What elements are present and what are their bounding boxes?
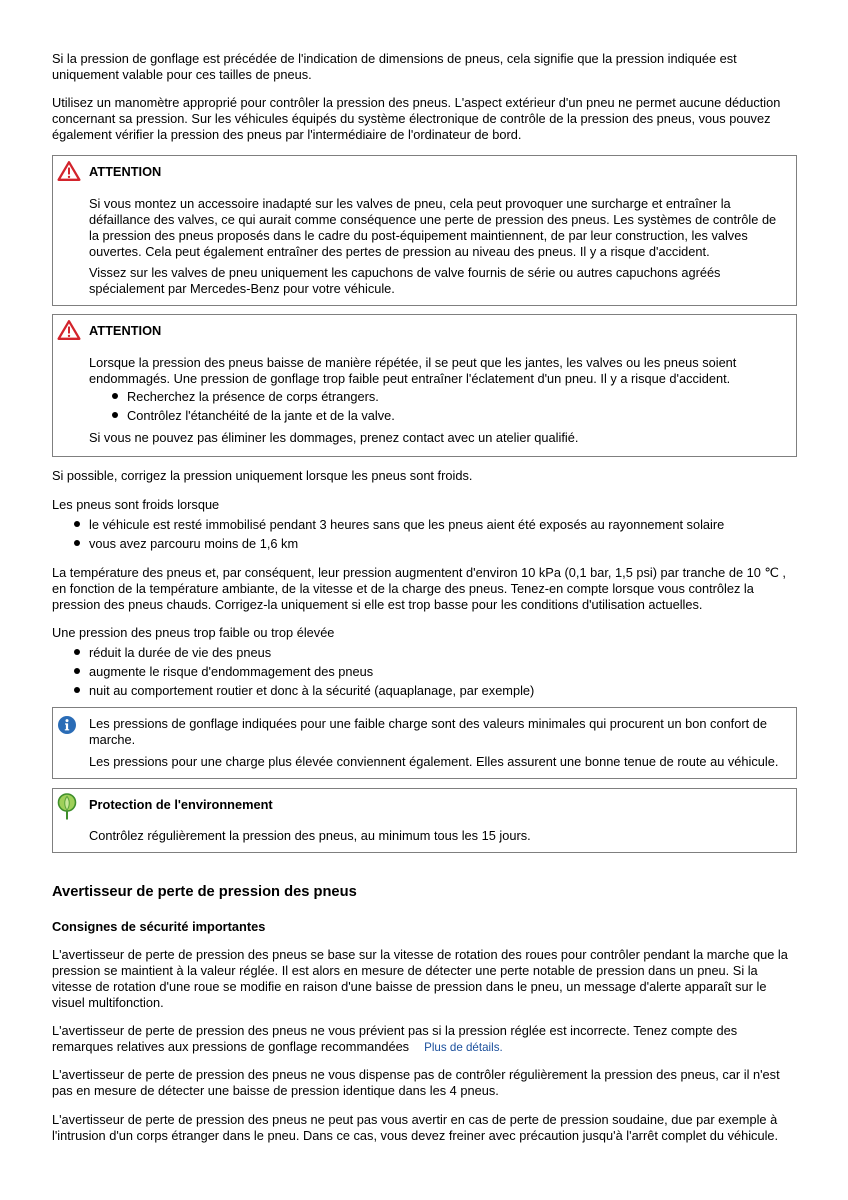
- bullet-dot: [74, 687, 80, 693]
- intro-paragraph-1: [52, 51, 737, 83]
- more-details-link[interactable]: Plus de détails.: [424, 1041, 503, 1054]
- warning-paragraph-2: [89, 265, 720, 297]
- paragraph-line: vitesse de rotation d'une roue se modifie en raison d'une baisse de pression dans le pneu, un message d'alerte apparaît sur le: [52, 979, 767, 994]
- list-item-text: le véhicule est resté immobilisé pendant 3 heures sans que les pneus aient été exposés au rayonnement solaire: [89, 517, 725, 532]
- leaf-icon: [57, 793, 77, 823]
- paragraph-line: Utilisez un manomètre approprié pour contrôler la pression des pneus. L'aspect extérieur d'un pneu ne permet aucune déduction: [52, 95, 781, 110]
- paragraph-line: [52, 1039, 737, 1055]
- list-item: [89, 681, 534, 700]
- section-subheading: Consignes de sécurité importantes: [52, 919, 266, 934]
- bullet-dot: [74, 521, 80, 527]
- pressure-lead: Une pression des pneus trop faible ou trop élevée: [52, 625, 335, 640]
- list-item-text: Recherchez la présence de corps étrangers.: [127, 389, 379, 404]
- list-item: [127, 406, 395, 425]
- cold-tyre-bullet-list: [89, 515, 724, 553]
- paragraph-line: L'avertisseur de perte de pression des pneus ne peut pas vous avertir en cas de perte de pression soudaine, due par exemple à: [52, 1112, 778, 1127]
- paragraph-line: L'avertisseur de perte de pression des pneus se base sur la vitesse de rotation des roues pour contrôler pendant la marche que la: [52, 947, 788, 962]
- section-paragraph-4: [52, 1112, 778, 1144]
- paragraph-line: L'avertisseur de perte de pression des pneus ne vous prévient pas si la pression réglée est incorrecte. Tenez compte des: [52, 1023, 738, 1038]
- list-item: [89, 534, 724, 553]
- section-paragraph-1: [52, 947, 788, 1011]
- paragraph-line: L'avertisseur de perte de pression des pneus ne vous dispense pas de contrôler régulièrement la pression des pneus, car il n'est: [52, 1067, 780, 1082]
- bullet-dot: [74, 540, 80, 546]
- paragraph-line: en fonction de la température ambiante, de la vitesse et de la charge des pneus. Tenez-en compte lorsque vous contrôlez la: [52, 581, 754, 596]
- list-item: [89, 515, 724, 534]
- paragraph-line: La température des pneus et, par conséquent, leur pression augmentent d'environ 10 kPa (0,1 bar, 1,5 psi) par tranche de 10 ℃ ,: [52, 565, 786, 580]
- intro-paragraph-2: [52, 95, 780, 143]
- section-paragraph-2: [52, 1023, 737, 1055]
- environment-text: Contrôlez régulièrement la pression des pneus, au minimum tous les 15 jours.: [89, 828, 531, 843]
- bullet-dot: [112, 393, 118, 399]
- paragraph-line: pression des pneus chauds. Corrigez-la uniquement si elle est trop basse pour les conditions d'utilisation actuelles.: [52, 597, 703, 612]
- paragraph-line-text: remarques relatives aux pressions de gonflage recommandées: [52, 1039, 410, 1054]
- paragraph-line: Les pressions de gonflage indiquées pour une faible charge sont des valeurs minimales qui procurent un bon confort de: [89, 716, 767, 731]
- bullet-dot: [74, 668, 80, 674]
- paragraph-line: Si la pression de gonflage est précédée de l'indication de dimensions de pneus, cela signifie que la pression indiquée est: [52, 51, 737, 66]
- paragraph-line: visuel multifonction.: [52, 995, 164, 1010]
- paragraph-line: pression se maintient à la valeur réglée. Il est alors en mesure de détecter une perte notable de pression dans un pneu. Si la: [52, 963, 758, 978]
- warning-paragraph-1: [89, 196, 776, 260]
- warning-triangle-icon: [57, 319, 81, 344]
- paragraph-line: l'intrusion d'un corps étranger dans le pneu. Dans ce cas, vous devez freiner avec précaution jusqu'à l'arrêt complet du véhicule.: [52, 1128, 779, 1143]
- paragraph-line: pas en mesure de détecter une baisse de pression identique dans les 4 pneus.: [52, 1083, 499, 1098]
- environment-title: Protection de l'environnement: [89, 797, 273, 812]
- paragraph-line: également vérifier la pression des pneus par l'intermédiaire de l'ordinateur de bord.: [52, 127, 522, 142]
- list-item-text: réduit la durée de vie des pneus: [89, 645, 272, 660]
- temperature-paragraph: [52, 565, 786, 613]
- warning-title: ATTENTION: [89, 164, 162, 179]
- paragraph-line: Lorsque la pression des pneus baisse de manière répétée, il se peut que les jantes, les valves ou les pneus soient: [89, 355, 737, 370]
- warning-box-repeated-pressure-loss: [52, 314, 797, 457]
- info-note-box: [52, 707, 797, 779]
- paragraph-line: concernant sa pression. Sur les véhicules équipés du système électronique de contrôle de la pression des pneus, vous pouvez: [52, 111, 771, 126]
- pressure-bullet-list: [89, 643, 534, 700]
- paragraph-line: endommagés. Une pression de gonflage trop faible peut entraîner l'éclatement d'un pneu. Il y a risque d'accident.: [89, 371, 731, 386]
- info-paragraph-1: [89, 716, 767, 748]
- list-item: [89, 662, 534, 681]
- paragraph-line: Vissez sur les valves de pneu uniquement les capuchons de valve fournis de série ou autres capuchons agréés: [89, 265, 721, 280]
- paragraph-line: la pression des pneus proposés dans le cadre du post-équipement maintiennent, de par leur construction, les valves: [89, 228, 748, 243]
- list-item: [89, 643, 534, 662]
- info-icon: [58, 716, 76, 737]
- list-item: [127, 387, 395, 406]
- paragraph-line: Si vous montez un accessoire inadapté sur les valves de pneu, cela peut provoquer une surcharge et entraîner la: [89, 196, 731, 211]
- warning-paragraph-2: Si vous ne pouvez pas éliminer les dommages, prenez contact avec un atelier qualifié.: [89, 430, 579, 445]
- paragraph-line: ouvertes. Cela peut également entraîner des pertes de pression au niveau des pneus. Il y a risque d'accident.: [89, 244, 710, 259]
- paragraph-line: défaillance des valves, ce qui aurait comme conséquence une perte de pression des pneus. Les systèmes de contrôle de: [89, 212, 777, 227]
- warning-bullet-list: [127, 387, 395, 425]
- warning-title: ATTENTION: [89, 323, 162, 338]
- paragraph-line: uniquement valable pour ces tailles de pneus.: [52, 67, 312, 82]
- section-heading: Avertisseur de perte de pression des pneus: [52, 884, 357, 900]
- bullet-dot: [112, 412, 118, 418]
- warning-box-valves: [52, 155, 797, 306]
- list-item-text: augmente le risque d'endommagement des pneus: [89, 664, 374, 679]
- environment-note-box: [52, 788, 797, 853]
- list-item-text: nuit au comportement routier et donc à la sécurité (aquaplanage, par exemple): [89, 683, 535, 698]
- cold-tyre-advice: Si possible, corrigez la pression uniquement lorsque les pneus sont froids.: [52, 468, 473, 483]
- warning-paragraph-1: [89, 355, 736, 387]
- cold-tyre-lead: Les pneus sont froids lorsque: [52, 497, 220, 512]
- info-paragraph-2: Les pressions pour une charge plus élevée conviennent également. Elles assurent une bonne tenue de route au véhicule.: [89, 754, 779, 769]
- warning-triangle-icon: [57, 160, 81, 185]
- list-item-text: vous avez parcouru moins de 1,6 km: [89, 536, 299, 551]
- paragraph-line: marche.: [89, 732, 136, 747]
- paragraph-line: spécialement par Mercedes-Benz pour votre véhicule.: [89, 281, 395, 296]
- list-item-text: Contrôlez l'étanchéité de la jante et de la valve.: [127, 408, 395, 423]
- bullet-dot: [74, 649, 80, 655]
- section-paragraph-3: [52, 1067, 780, 1099]
